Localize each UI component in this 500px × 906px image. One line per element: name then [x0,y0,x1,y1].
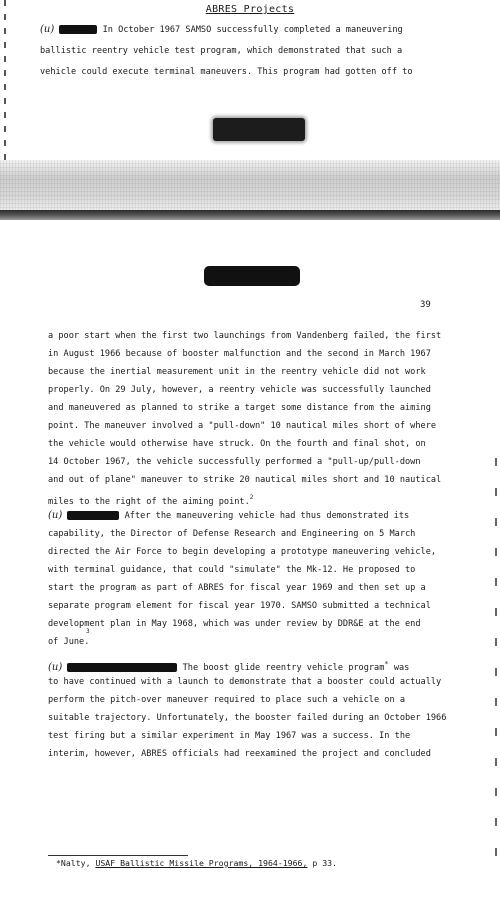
redaction-bar [204,266,300,286]
body-line: test firing but a similar experiment in May 1967 was a success. In the [48,731,411,741]
body-line: to have continued with a launch to demonstrate that a booster could actually [48,677,442,687]
footnote-source: USAF Ballistic Missile Programs, 1964-1966, [95,858,308,868]
classification-marking: (u) [48,510,63,521]
body-line: of June. 3 [48,628,90,647]
redaction-bar [59,25,97,34]
body-line: point. The maneuver involved a "pull-down" 10 nautical miles short of where [48,421,437,431]
body-line: suitable trajectory. Unfortunately, the booster failed during an October 1966 [48,713,447,723]
body-line: perform the pitch-over maneuver required to place such a vehicle on a [48,695,405,705]
body-line: interim, however, ABRES officials had reexamined the project and concluded [48,749,431,759]
body-line: (u) After the maneuvering vehicle had thus demonstrated its [48,510,410,521]
body-line: and maneuvered as planned to strike a target some distance from the aiming [48,403,431,413]
footnote-rule [48,855,188,856]
redaction-bar [67,511,119,520]
classification-marking: (u) [40,24,55,35]
page-header: ABRES Projects [205,4,295,15]
page-number: 39 [420,300,431,310]
body-line: and out of plane" maneuver to strike 20 nautical miles short and 10 nautical [48,475,442,485]
previous-page [0,0,500,210]
classification-marking: (u) [48,662,63,673]
footnote-ref: 2 [249,494,254,501]
scan-edge-mark [495,458,497,858]
body-line: because the inertial measurement unit in the reentry vehicle did not work [48,367,426,377]
top-text-line: ballistic reentry vehicle test program, which demonstrated that such a [40,46,403,56]
body-line: with terminal guidance, that could "simulate" the Mk-12. He proposed to [48,565,416,575]
body-line: in August 1966 because of booster malfunction and the second in March 1967 [48,349,431,359]
body-line: development plan in May 1968, which was under review by DDR&E at the end [48,619,421,629]
classification-stamp-redacted [213,118,305,141]
redaction-bar [67,663,177,672]
body-line: capability, the Director of Defense Research and Engineering on 5 March [48,529,416,539]
body-line: the vehicle would otherwise have struck. On the fourth and final shot, on [48,439,426,449]
current-page [0,218,500,906]
top-text-line: vehicle could execute terminal maneuvers. This program had gotten off to [40,67,413,77]
footnote: *Nalty, USAF Ballistic Missile Programs, 1964-1966, p 33. [56,858,337,868]
top-text-line: (u) In October 1967 SAMSO successfully completed a maneuvering [40,24,403,35]
scan-noise-band [0,160,500,212]
body-line: 14 October 1967, the vehicle successfully performed a "pull-up/pull-down [48,457,421,467]
body-line: directed the Air Force to begin developing a prototype maneuvering vehicle, [48,547,437,557]
footnote-star: * [384,660,389,668]
body-line: start the program as part of ABRES for fiscal year 1969 and then set up a [48,583,426,593]
body-line: (u) The boost glide reentry vehicle program* was [48,660,410,673]
footnote-ref: 3 [86,628,90,635]
body-line: properly. On 29 July, however, a reentry vehicle was successfully launched [48,385,431,395]
body-line: miles to the right of the aiming point.$^2$ [48,494,254,507]
body-line: a poor start when the first two launchings from Vandenberg failed, the first [48,331,442,341]
body-line: separate program element for fiscal year 1970. SAMSO submitted a technical [48,601,431,611]
scan-edge-mark [4,0,6,165]
